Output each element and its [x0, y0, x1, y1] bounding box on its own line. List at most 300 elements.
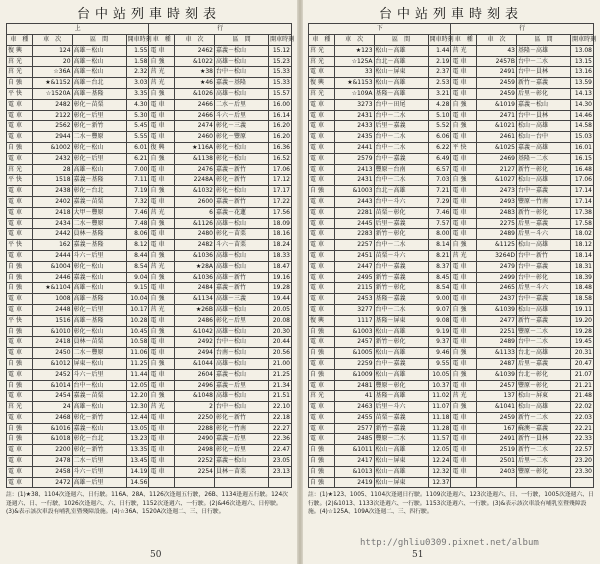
cell-train-number: 2403 [477, 466, 517, 477]
cell-departure-time: 22.57 [571, 445, 594, 456]
cell-train-type: 電車 [7, 207, 33, 218]
cell-train-type: 自強 [149, 391, 175, 402]
cell-departure-time: 20.30 [269, 326, 292, 337]
cell-train-type [149, 477, 175, 488]
table-row [309, 445, 594, 456]
cell-train-number: 2483 [477, 207, 517, 218]
cell-departure-time: 22.02 [571, 402, 594, 413]
cell-section: 高雄－台北 [72, 78, 126, 89]
cell-section: 彰化－新竹 [215, 412, 269, 423]
cell-departure-time: 13.23 [126, 434, 149, 445]
cell-train-number: 2115 [334, 283, 374, 294]
cell-train-number: 2491 [477, 434, 517, 445]
cell-train-type: 電車 [149, 423, 175, 434]
cell-train-number: 2489 [477, 229, 517, 240]
cell-train-type: 電車 [309, 175, 335, 186]
col-train-type: 車 種 [309, 35, 335, 46]
table-row [7, 67, 292, 78]
cell-train-type: 莒光 [451, 45, 477, 56]
cell-train-number: 2600 [175, 196, 215, 207]
cell-departure-time: 3.35 [126, 88, 149, 99]
cell-train-type: 自強 [7, 358, 33, 369]
cell-departure-time: 12.32 [428, 466, 451, 477]
cell-train-type: 電車 [149, 121, 175, 132]
table-row [309, 67, 594, 78]
cell-departure-time: 11.25 [126, 358, 149, 369]
col-departure-time: 開車時刻 [429, 36, 454, 44]
cell-section: 后里－二水 [517, 456, 571, 467]
cell-train-type: 自強 [309, 445, 335, 456]
cell-section: 高雄－松山 [72, 45, 126, 56]
cell-train-type: 莒光 [149, 261, 175, 272]
cell-departure-time: 21.48 [571, 391, 594, 402]
cell-train-type: 自強 [451, 240, 477, 251]
cell-train-type: 復興 [309, 78, 335, 89]
table-row [7, 218, 292, 229]
cell-section: 后里－斗六 [374, 402, 428, 413]
col-train-number: 車 次 [477, 35, 517, 46]
left-page-footnote: 註：(1)★38、1104次逢週六、日行駛。116A、28A、1126次逢週五行駛，26B、1134逢週五行駛。124次逢週六、日、一行駛，1026次逢週六、六、日行駛，1152次逢週六、一行駛。(2)&46次逢週六、日停駛。(3)&表示該次車設有哺乳室暨殘障設施。(4)☆36A、1520A次逢週二、三、日行駛。 [6, 492, 288, 516]
cell-train-number: 124 [32, 45, 72, 56]
cell-train-number: 2438 [32, 186, 72, 197]
cell-departure-time: 5.30 [126, 110, 149, 121]
cell-departure-time: 6.57 [428, 164, 451, 175]
cell-train-number: &1005 [334, 348, 374, 359]
cell-section: 嘉義－松山 [72, 272, 126, 283]
cell-train-type: 電車 [309, 153, 335, 164]
cell-train-type: 電車 [309, 99, 335, 110]
table-row [309, 121, 594, 132]
table-row [7, 348, 292, 359]
cell-train-type: 電車 [451, 229, 477, 240]
cell-train-number: 2453 [334, 294, 374, 305]
cell-section: 台中－二水 [517, 337, 571, 348]
cell-section: 斗六－后里 [215, 110, 269, 121]
table-row [309, 272, 594, 283]
cell-train-number: &1044 [175, 358, 215, 369]
cell-train-number: 2477 [477, 315, 517, 326]
cell-section: 新竹－二水 [517, 412, 571, 423]
table-row [7, 477, 292, 488]
cell-departure-time: 14.30 [571, 99, 594, 110]
table-row [7, 186, 292, 197]
cell-section: 松山－高雄 [374, 45, 428, 56]
cell-train-type: 電車 [7, 391, 33, 402]
cell-departure-time: 13.35 [126, 445, 149, 456]
cell-section: 高雄－松山 [215, 56, 269, 67]
cell-train-type: 電車 [309, 402, 335, 413]
cell-departure-time: 7.46 [428, 207, 451, 218]
cell-departure-time: 12.20 [126, 391, 149, 402]
cell-train-type: 自強 [7, 283, 33, 294]
cell-train-type: 電車 [451, 153, 477, 164]
cell-train-number: 6 [175, 207, 215, 218]
cell-train-number: 2444 [32, 250, 72, 261]
cell-train-number: &1012 [32, 358, 72, 369]
table-row [7, 110, 292, 121]
cell-train-type: 電車 [309, 358, 335, 369]
cell-train-type: 電車 [451, 315, 477, 326]
cell-train-number: 2496 [175, 380, 215, 391]
cell-train-number: 2493 [477, 196, 517, 207]
cell-section: 松山－高雄 [517, 304, 571, 315]
cell-train-number: &1039 [477, 369, 517, 380]
cell-section: 嘉義－后里 [215, 434, 269, 445]
cell-train-type: 電車 [149, 240, 175, 251]
cell-section: 彰化－新竹 [72, 121, 126, 132]
left-page-title: 台中站列車時刻表 [76, 7, 221, 22]
cell-section: 嘉義－新竹 [215, 283, 269, 294]
cell-departure-time: 13.45 [126, 456, 149, 467]
cell-section: 台中－松山 [72, 380, 126, 391]
cell-section: 台中－嘉義 [374, 358, 428, 369]
cell-section: 基隆－屏東 [374, 315, 428, 326]
table-row [7, 380, 292, 391]
cell-train-type: 電車 [309, 240, 335, 251]
col-train-number: 車 次 [175, 35, 215, 46]
left-page-number: 50 [150, 550, 162, 560]
cell-train-type: 電車 [149, 466, 175, 477]
table-row [309, 326, 594, 337]
cell-train-type: 電車 [7, 294, 33, 305]
table-row [309, 164, 594, 175]
cell-train-type: 電車 [309, 218, 335, 229]
cell-train-type: 自強 [7, 272, 33, 283]
col-departure-time: 開車時刻 [572, 36, 597, 44]
cell-train-type: 電車 [451, 56, 477, 67]
cell-train-type: 自強 [7, 261, 33, 272]
cell-section: 斗六－后里 [72, 369, 126, 380]
cell-section: 苗栗－斗六 [374, 250, 428, 261]
cell-departure-time: 8.44 [126, 250, 149, 261]
table-row [309, 207, 594, 218]
table-row [7, 272, 292, 283]
cell-train-number: 2254 [175, 466, 215, 477]
table-row [7, 391, 292, 402]
cell-departure-time: 6.21 [126, 153, 149, 164]
cell-departure-time: 9.37 [428, 337, 451, 348]
table-row [309, 218, 594, 229]
cell-section: 松山－屏東 [374, 477, 428, 488]
cell-departure-time: 2.37 [428, 67, 451, 78]
table-row [7, 456, 292, 467]
cell-departure-time: 17.12 [269, 175, 292, 186]
cell-section: 台中－嘉義 [517, 186, 571, 197]
cell-section: 新竹－嘉義 [517, 315, 571, 326]
cell-section: 高雄－松山 [215, 326, 269, 337]
cell-train-type: 電車 [309, 121, 335, 132]
cell-train-number: 2482 [32, 99, 72, 110]
cell-train-number: 2281 [334, 207, 374, 218]
cell-train-type: 電車 [451, 186, 477, 197]
cell-departure-time: 18.02 [571, 229, 594, 240]
table-row [309, 337, 594, 348]
cell-train-type: 平快 [7, 175, 33, 186]
table-row [309, 250, 594, 261]
cell-train-type: 電車 [309, 412, 335, 423]
cell-train-number: 2490 [175, 434, 215, 445]
cell-section: 豐原－竹南 [517, 196, 571, 207]
cell-departure-time: 16.52 [269, 153, 292, 164]
cell-departure-time: 4.30 [126, 99, 149, 110]
cell-train-type: 電車 [451, 207, 477, 218]
cell-train-number: &1018 [32, 434, 72, 445]
cell-departure-time: 18.14 [571, 250, 594, 261]
cell-departure-time: 22.47 [269, 445, 292, 456]
cell-departure-time: 12.37 [428, 477, 451, 488]
cell-train-type: 電車 [451, 110, 477, 121]
table-row [7, 88, 292, 99]
cell-train-type: 莒光 [149, 207, 175, 218]
cell-train-number: 2458 [32, 466, 72, 477]
cell-train-type: 電車 [451, 412, 477, 423]
cell-section: 台中－新竹 [517, 250, 571, 261]
table-row [309, 132, 594, 143]
table-row [7, 229, 292, 240]
cell-train-number: 2486 [175, 315, 215, 326]
table-row [7, 304, 292, 315]
cell-departure-time: 16.00 [269, 99, 292, 110]
cell-departure-time: 7.46 [126, 207, 149, 218]
table-row [7, 337, 292, 348]
cell-departure-time: 7.11 [126, 175, 149, 186]
cell-train-type: 電車 [451, 337, 477, 348]
direction-label-up: 上 [7, 24, 149, 35]
cell-train-type: 電車 [309, 207, 335, 218]
table-row [309, 369, 594, 380]
cell-train-number: 2491 [477, 67, 517, 78]
cell-departure-time: 20.31 [571, 348, 594, 359]
cell-train-number: 2418 [32, 337, 72, 348]
northbound-timetable [6, 23, 295, 488]
cell-section: 彰化－竹南 [215, 423, 269, 434]
cell-departure-time: 8.37 [428, 261, 451, 272]
cell-train-number: 2418 [32, 207, 72, 218]
table-row [309, 456, 594, 467]
cell-train-type: 電車 [451, 358, 477, 369]
southbound-timetable [308, 23, 597, 488]
cell-train-type: 莒光 [7, 402, 33, 413]
cell-section: 嘉義－新竹 [215, 164, 269, 175]
cell-section: 嘉義－苗栗 [72, 391, 126, 402]
cell-departure-time: 10.28 [126, 315, 149, 326]
cell-departure-time: 9.07 [428, 304, 451, 315]
cell-train-number: &1003 [334, 326, 374, 337]
cell-departure-time: 12.44 [126, 412, 149, 423]
cell-train-number: &1036 [175, 250, 215, 261]
table-row [7, 175, 292, 186]
cell-train-type: 平快 [7, 240, 33, 251]
cell-departure-time: 15.03 [571, 132, 594, 143]
cell-departure-time: 16.48 [571, 164, 594, 175]
cell-section: 台北－高雄 [517, 348, 571, 359]
cell-departure-time: 23.30 [571, 466, 594, 477]
cell-departure-time: 7.29 [428, 196, 451, 207]
cell-train-type: 電車 [149, 380, 175, 391]
cell-train-number: ★46 [175, 78, 215, 89]
cell-section: 苗栗－彰化 [374, 207, 428, 218]
cell-train-number: 2498 [175, 445, 215, 456]
cell-section: 嘉義－基隆 [215, 78, 269, 89]
cell-departure-time: 11.57 [428, 434, 451, 445]
cell-train-number: ★&1153 [334, 78, 374, 89]
cell-departure-time: 1.44 [428, 45, 451, 56]
table-row [309, 78, 594, 89]
cell-train-number: 2451 [334, 250, 374, 261]
cell-departure-time: 20.56 [269, 348, 292, 359]
cell-train-type: 莒光 [7, 67, 33, 78]
cell-train-number: &1010 [32, 326, 72, 337]
cell-train-number: 2562 [32, 121, 72, 132]
cell-train-number: 2455 [334, 412, 374, 423]
cell-departure-time: 20.05 [269, 304, 292, 315]
cell-departure-time: 5.10 [428, 110, 451, 121]
cell-train-type: 電車 [7, 456, 33, 467]
cell-section: 彰化－松山 [72, 261, 126, 272]
table-row [309, 99, 594, 110]
cell-train-type: 電車 [309, 250, 335, 261]
cell-section: 二水－豐原 [72, 132, 126, 143]
cell-train-type: 莒光 [149, 78, 175, 89]
cell-train-type: 電車 [7, 466, 33, 477]
cell-section: 新竹－嘉義 [374, 423, 428, 434]
cell-train-type: 莒光 [309, 391, 335, 402]
cell-train-number: 2127 [477, 164, 517, 175]
northbound-rows [7, 45, 292, 488]
table-row [309, 294, 594, 305]
cell-section: 二水－豐原 [72, 218, 126, 229]
cell-train-number: 2519 [477, 445, 517, 456]
cell-departure-time: 8.54 [126, 261, 149, 272]
cell-departure-time: 21.21 [571, 380, 594, 391]
cell-train-number: 2501 [477, 456, 517, 467]
cell-departure-time: 13.59 [571, 78, 594, 89]
cell-train-number: &1048 [175, 391, 215, 402]
cell-train-type: 自強 [149, 250, 175, 261]
cell-section: 彰化－苗栗 [215, 229, 269, 240]
cell-section: 大甲－豐原 [72, 207, 126, 218]
cell-train-type: 自強 [309, 348, 335, 359]
cell-train-type: 自強 [7, 423, 33, 434]
cell-train-number: 2288 [175, 423, 215, 434]
cell-departure-time: 9.46 [428, 348, 451, 359]
cell-train-number: 2478 [32, 456, 72, 467]
cell-train-number: 162 [32, 240, 72, 251]
cell-train-type: 莒光 [309, 88, 335, 99]
watermark-url: http://ghliu0309.pixnet.net/album [360, 538, 539, 548]
cell-train-type: 電車 [309, 304, 335, 315]
cell-train-number: &1025 [477, 142, 517, 153]
cell-train-number: 2442 [32, 229, 72, 240]
cell-train-number: 41 [334, 391, 374, 402]
cell-section: 豐原－二水 [374, 434, 428, 445]
cell-train-type: 電車 [149, 315, 175, 326]
cell-departure-time: 11.06 [126, 348, 149, 359]
cell-section: 松山－高雄 [374, 369, 428, 380]
cell-departure-time: 18.48 [571, 283, 594, 294]
cell-section: 后里－嘉義 [517, 358, 571, 369]
cell-departure-time: 16.20 [269, 121, 292, 132]
cell-departure-time: 19.20 [571, 315, 594, 326]
cell-section: 彰化－台北 [72, 186, 126, 197]
cell-train-number: &1133 [477, 348, 517, 359]
cell-departure-time: 2.53 [428, 78, 451, 89]
cell-departure-time: 15.33 [269, 78, 292, 89]
col-train-number: 車 次 [334, 35, 374, 46]
cell-train-type: 自強 [451, 304, 477, 315]
cell-departure-time: 2.32 [126, 67, 149, 78]
table-row [309, 261, 594, 272]
table-row [309, 348, 594, 359]
cell-train-type: 電車 [451, 132, 477, 143]
left-page [6, 6, 295, 558]
cell-section: 高雄－松山 [215, 261, 269, 272]
cell-section: 台中－二水 [374, 304, 428, 315]
cell-train-number: 2457 [334, 337, 374, 348]
cell-departure-time: 11.02 [428, 391, 451, 402]
table-row [7, 445, 292, 456]
cell-section: 嘉義－苗栗 [72, 196, 126, 207]
table-row [7, 261, 292, 272]
cell-train-number: 2413 [334, 164, 374, 175]
cell-departure-time: 3.03 [126, 78, 149, 89]
cell-departure-time: 10.17 [126, 304, 149, 315]
cell-train-number: ★38 [175, 67, 215, 78]
cell-departure-time: 12.30 [126, 402, 149, 413]
cell-train-type: 電車 [149, 132, 175, 143]
table-row [309, 477, 594, 488]
cell-departure-time: 10.45 [126, 326, 149, 337]
cell-train-number: 2434 [32, 218, 72, 229]
cell-train-number: 2466 [175, 99, 215, 110]
right-page-number: 51 [412, 550, 424, 560]
cell-train-number: &1036 [175, 272, 215, 283]
table-row [7, 402, 292, 413]
cell-section: 高雄－基隆 [72, 315, 126, 326]
cell-train-type: 自強 [7, 142, 33, 153]
cell-departure-time: 17.06 [571, 175, 594, 186]
cell-train-type: 自強 [451, 348, 477, 359]
cell-section: 嘉義－新竹 [215, 196, 269, 207]
table-row [7, 196, 292, 207]
cell-departure-time: 21.34 [269, 380, 292, 391]
cell-train-type: 電車 [309, 261, 335, 272]
cell-departure-time: 15.33 [269, 67, 292, 78]
cell-train-type: 平快 [7, 88, 33, 99]
table-row [309, 434, 594, 445]
cell-train-type: 電車 [149, 229, 175, 240]
col-train-type: 車 種 [451, 35, 477, 46]
cell-train-number: 2466 [175, 110, 215, 121]
cell-train-type: 電車 [149, 175, 175, 186]
cell-train-type: 電車 [7, 412, 33, 423]
cell-departure-time: 13.05 [126, 423, 149, 434]
right-page-title: 台中站列車時刻表 [378, 7, 523, 22]
cell-train-number: 2445 [334, 218, 374, 229]
cell-train-type: 電車 [451, 294, 477, 305]
cell-train-type: 電車 [149, 434, 175, 445]
cell-train-type: 自強 [451, 121, 477, 132]
cell-departure-time: 12.05 [428, 445, 451, 456]
cell-train-type: 電車 [309, 380, 335, 391]
table-row [7, 121, 292, 132]
cell-section: 台中－二水 [374, 240, 428, 251]
cell-train-number: 2495 [334, 272, 374, 283]
cell-section: 台北－高雄 [374, 56, 428, 67]
cell-section: 基隆－高雄 [517, 45, 571, 56]
cell-section: 后里－嘉義 [517, 218, 571, 229]
cell-departure-time: 18.33 [269, 250, 292, 261]
